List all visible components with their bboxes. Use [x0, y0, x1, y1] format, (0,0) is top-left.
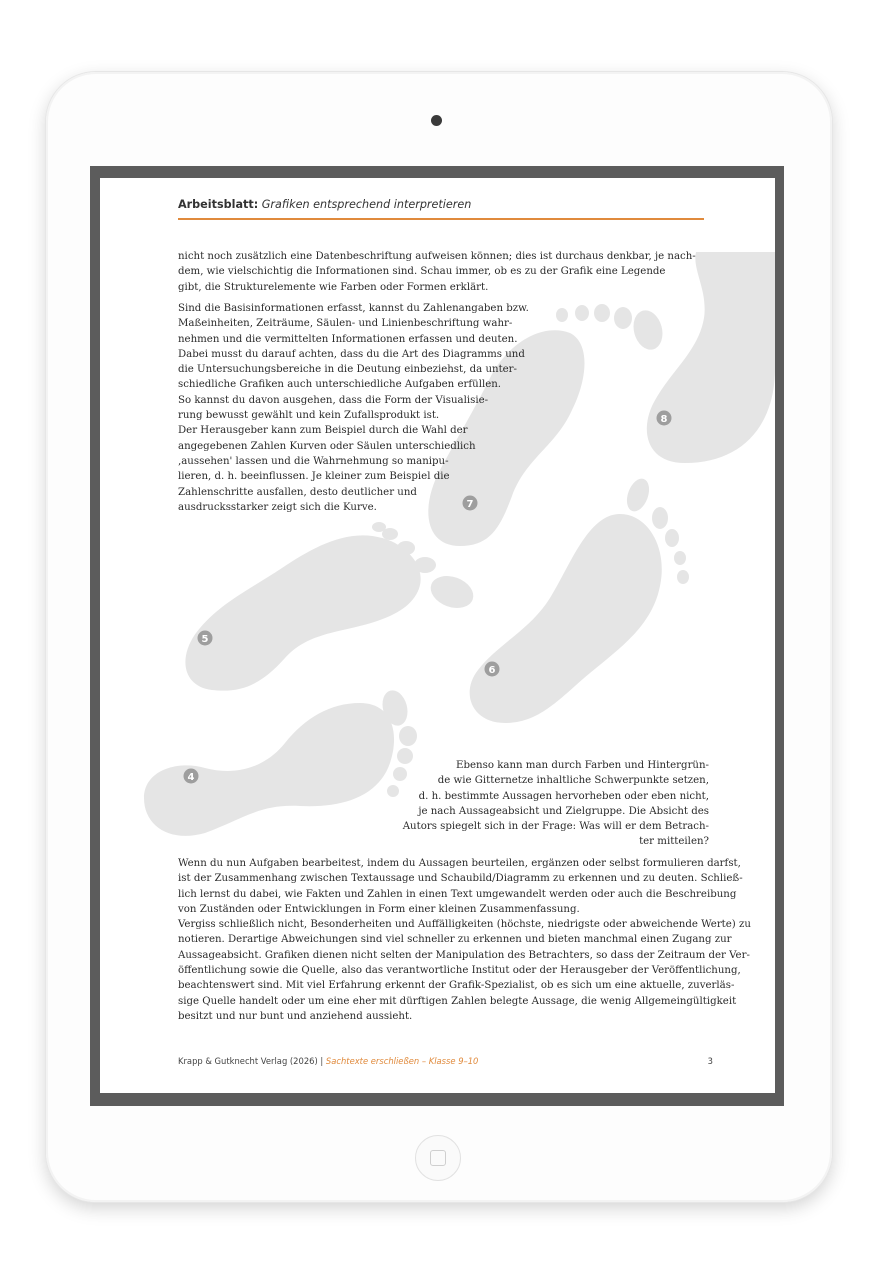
text-line: Wenn du nun Aufgaben bearbeitest, indem du Aussagen beurteilen, ergänzen oder selbst formulieren darfst,	[178, 858, 741, 869]
page-header	[178, 198, 704, 220]
text-line: öffentlichung sowie die Quelle, also das verantwortliche Institut oder der Herausgeber der Veröffentlichung,	[178, 965, 741, 977]
text-line: lieren, d. h. beeinflussen. Je kleiner zum Beispiel die	[178, 471, 450, 483]
text-line: ausdrucksstarker zeigt sich die Kurve.	[178, 501, 377, 513]
text-line: Vergiss schließlich nicht, Besonderheiten und Auffälligkeiten (höchste, niedrigste oder abweichende Werte) zu	[178, 919, 751, 931]
column-paragraph	[178, 301, 528, 515]
text-line: So kannst du davon ausgehen, dass die Form der Visualisie-	[178, 394, 489, 406]
home-button[interactable]	[415, 1135, 461, 1181]
text-line: ist der Zusammenhang zwischen Textaussage und Schaubild/Diagramm zu erkennen und zu deuten. Schließ-	[178, 873, 743, 885]
page-footer	[178, 1056, 713, 1070]
text-line: ter mitteilen?	[639, 836, 709, 848]
document-page[interactable]	[100, 178, 775, 1093]
text-line: ‚aussehen' lassen und die Wahrnehmung so manipu-	[178, 455, 449, 467]
text-line: angegebenen Zahlen Kurven oder Säulen unterschiedlich	[178, 440, 476, 452]
header-label: Arbeitsblatt:	[178, 198, 259, 211]
text-line: besitzt und nur bunt und anziehend aussieht.	[178, 1010, 413, 1022]
step-label-5: 5	[201, 634, 209, 645]
text-line: Autors spiegelt sich in der Frage: Was will er dem Betrach-	[402, 821, 709, 833]
footer-publisher: Krapp & Gutknecht Verlag (2026) |	[178, 1056, 324, 1066]
text-line: lich lernst du dabei, wie Fakten und Zahlen in einen Text umgewandelt werden oder auch die Beschreibung	[178, 888, 737, 900]
camera-icon	[431, 115, 442, 126]
text-line: sige Quelle handelt oder um eine eher mit dürftigen Zahlen belegte Aussage, die wenig Allgemeingültigkeit	[178, 995, 737, 1007]
step-label-7: 7	[466, 499, 474, 510]
text-line: beachtenswert sind. Mit viel Erfahrung erkennt der Grafik-Spezialist, ob es sich um eine aktuelle, zuverläs-	[178, 980, 735, 992]
text-line: Der Herausgeber kann zum Beispiel durch die Wahl der	[178, 425, 468, 437]
page-number: 3	[707, 1056, 713, 1066]
text-line: notieren. Derartige Abweichungen sind viel schneller zu erkennen und bieten manchmal einen Zugang zur	[178, 934, 732, 946]
text-line: de wie Gitternetze inhaltliche Schwerpunkte setzen,	[437, 775, 709, 787]
right-paragraph	[390, 758, 709, 850]
footprint-5	[185, 522, 477, 691]
text-line: die Untersuchungsbereiche in die Deutung einbeziehst, da unter-	[178, 364, 517, 376]
text-line: schiedliche Grafiken auch unterschiedliche Aufgaben erfüllen.	[178, 379, 502, 391]
text-line: d. h. bestimmte Aussagen hervorheben oder eben nicht,	[418, 790, 709, 802]
text-line: Maßeinheiten, Zeiträume, Säulen- und Linienbeschriftung wahr-	[178, 318, 513, 330]
bottom-paragraph	[178, 856, 751, 1024]
footer-book-title: Sachtexte erschließen – Klasse 9–10	[325, 1056, 479, 1066]
text-line: gibt, die Strukturelemente wie Farben oder Formen erklärt.	[178, 281, 489, 293]
text-line: Ebenso kann man durch Farben und Hintergrün-	[456, 760, 709, 771]
text-line: je nach Aussageabsicht und Zielgruppe. Die Absicht des	[418, 805, 709, 817]
text-line: nehmen und die vermittelten Informationen erfassen und deuten.	[178, 333, 518, 345]
text-line: Sind die Basisinformationen erfasst, kannst du Zahlenangaben bzw.	[178, 303, 529, 314]
text-line: dem, wie vielschichtig die Informationen sind. Schau immer, ob es zu der Grafik eine Legende	[178, 266, 666, 278]
step-label-6: 6	[488, 665, 496, 676]
intro-paragraph	[178, 249, 696, 295]
text-line: von Zuständen oder Entwicklungen in Form einer kleinen Zusammenfassung.	[178, 903, 580, 915]
step-label-8: 8	[660, 414, 668, 425]
text-line: Dabei musst du darauf achten, dass du die Art des Diagramms und	[178, 348, 525, 360]
step-label-4: 4	[187, 772, 195, 783]
footprint-8	[647, 252, 775, 463]
text-line: Zahlenschritte ausfallen, desto deutlicher und	[178, 486, 417, 498]
text-line: nicht noch zusätzlich eine Datenbeschriftung aufweisen können; dies ist durchaus denkbar, je nach-	[178, 251, 696, 262]
header-title: Grafiken entsprechend interpretieren	[261, 198, 472, 211]
footprint-4	[144, 688, 417, 836]
text-line: Aussageabsicht. Grafiken dienen nicht selten der Manipulation des Betrachters, so dass der Zeitraum der Ver-	[178, 949, 750, 961]
text-line: rung bewusst gewählt und kein Zufallsprodukt ist.	[178, 410, 440, 422]
